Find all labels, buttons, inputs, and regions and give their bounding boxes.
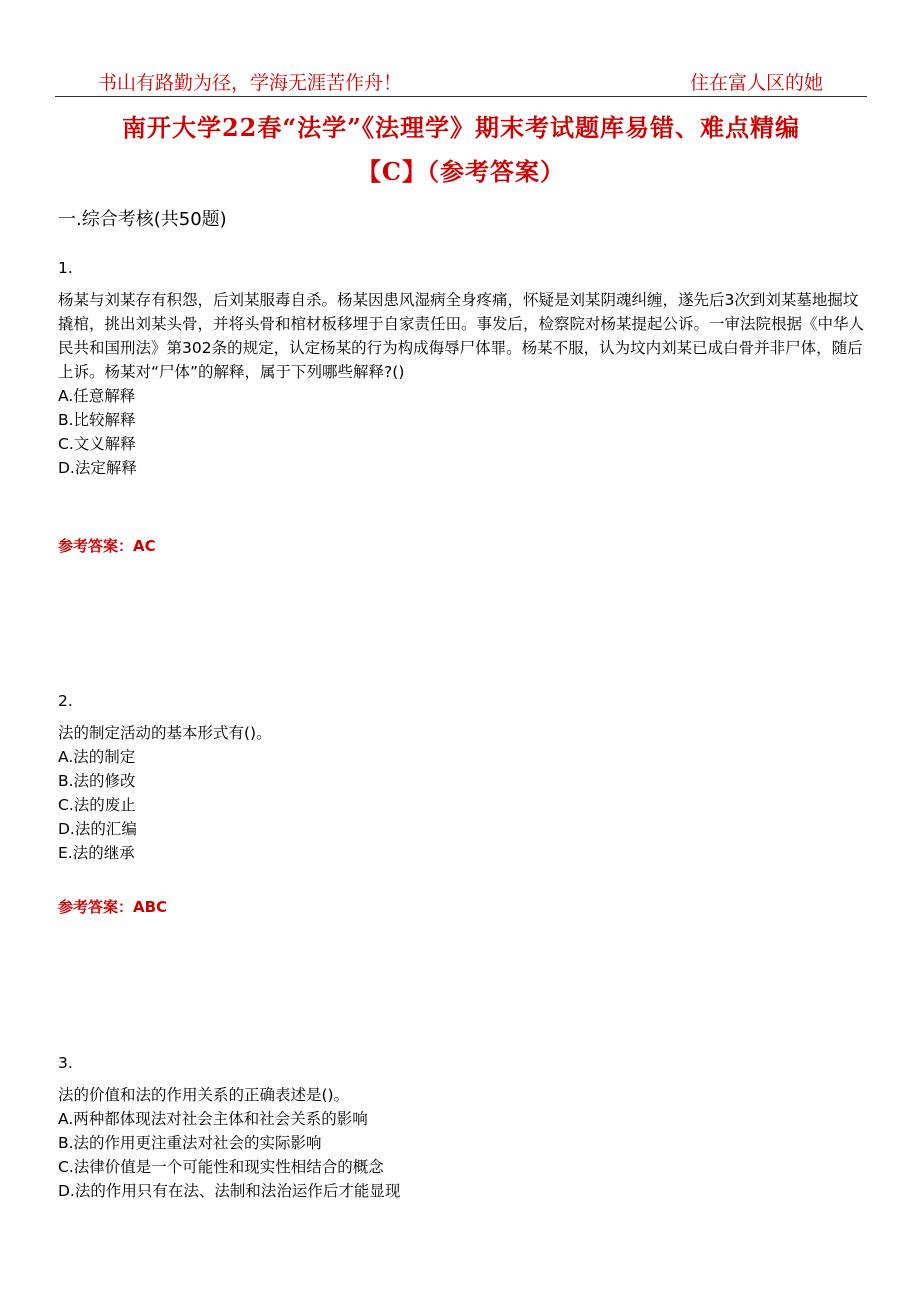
- option-c: C.法律价值是一个可能性和现实性相结合的概念: [58, 1158, 384, 1176]
- question-3: [58, 1051, 870, 1203]
- question-number: 2.: [58, 692, 73, 710]
- option-e: E.法的继承: [58, 844, 135, 862]
- answer-value: AC: [133, 537, 156, 555]
- document-title-line-1: 南开大学22春“法学”《法理学》期末考试题库易错、难点精编: [121, 113, 800, 142]
- option-c: C.法的废止: [58, 796, 136, 814]
- header-motto: 书山有路勤为径，学海无涯苦作舟！: [98, 72, 403, 94]
- header-author: 住在富人区的她: [689, 72, 823, 94]
- answer-label: 参考答案：: [58, 537, 134, 555]
- question-text: 法的价值和法的作用关系的正确表述是()。: [58, 1086, 350, 1104]
- answer-label: 参考答案：: [58, 898, 134, 916]
- section-heading: 一.综合考核(共50题): [58, 209, 227, 230]
- option-d: D.法的汇编: [58, 820, 137, 838]
- header-divider: [55, 96, 867, 97]
- option-d: D.法的作用只有在法、法制和法治运作后才能显现: [58, 1182, 401, 1200]
- page-header: [55, 62, 867, 98]
- question-text: 杨某与刘某存有积怨，后刘某服毒自杀。杨某因患风湿病全身疼痛，怀疑是刘某阴魂纠缠，遂先后3次到刘某墓地掘坟撬棺，挑出刘某头骨，并将头骨和棺材板移埋于自家责任田。事发后，检察院对杨某提起公诉。一审法院根据《中华人民共和国刑法》第302条的规定，认定杨某的行为构成侮辱尸体罪。杨某不服，认为坟内刘某已成白骨并非尸体，随后上诉。杨某对“尸体”的解释，属于下列哪些解释?(): [58, 291, 865, 381]
- option-b: B.法的作用更注重法对社会的实际影响: [58, 1134, 322, 1152]
- question-number: 1.: [58, 259, 73, 277]
- option-b: B.法的修改: [58, 772, 136, 790]
- option-c: C.文义解释: [58, 435, 136, 453]
- answer-1: [58, 535, 156, 556]
- option-a: A.两种都体现法对社会主体和社会关系的影响: [58, 1110, 368, 1128]
- question-1: [58, 256, 870, 480]
- option-d: D.法定解释: [58, 459, 137, 477]
- option-a: A.法的制定: [58, 748, 136, 766]
- answer-2: [58, 896, 167, 917]
- option-b: B.比较解释: [58, 411, 136, 429]
- question-2: [58, 689, 870, 865]
- question-number: 3.: [58, 1054, 73, 1072]
- option-a: A.任意解释: [58, 387, 136, 405]
- answer-value: ABC: [133, 898, 168, 916]
- question-text: 法的制定活动的基本形式有()。: [58, 724, 272, 742]
- document-title-line-2: 【C】（参考答案）: [356, 157, 566, 186]
